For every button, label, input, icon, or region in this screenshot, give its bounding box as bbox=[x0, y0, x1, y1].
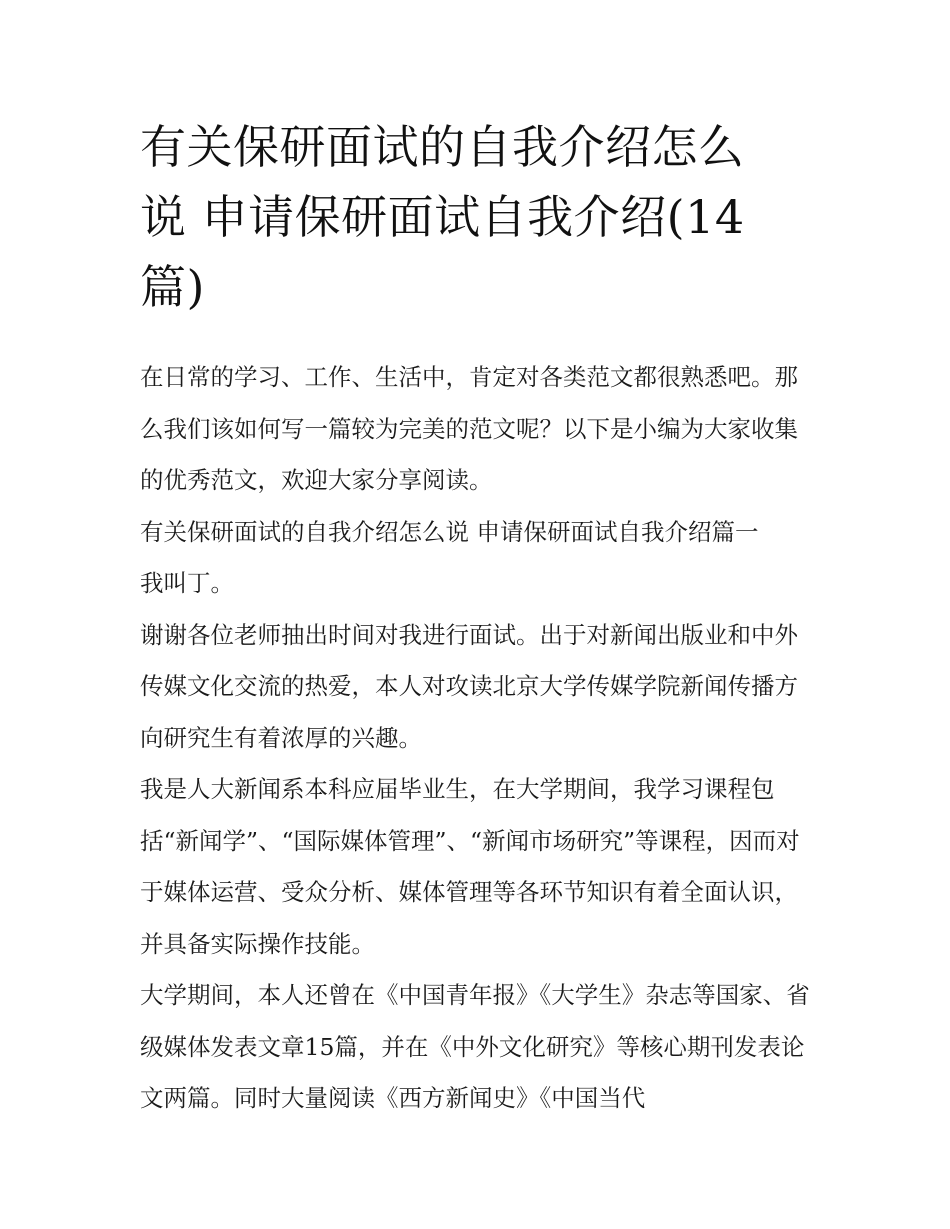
intro-paragraph: 在日常的学习、工作、生活中，肯定对各类范文都很熟悉吧。那么我们该如何写一篇较为完美的范文呢？以下是小编为大家收集的优秀范文，欢迎大家分享阅读。 bbox=[140, 363, 798, 494]
body-paragraph: 我是人大新闻系本科应届毕业生，在大学期间，我学习课程包括“新闻学”、“国际媒体管理”、“新闻市场研究”等课程，因而对于媒体运营、受众分析、媒体管理等各环节知识有着全面认识，并具备实际操作技能。 bbox=[140, 775, 800, 958]
document-title bbox=[140, 112, 820, 322]
title-line-3: 篇) bbox=[140, 260, 205, 314]
section-heading: 有关保研面试的自我介绍怎么说 申请保研面试自我介绍篇一 bbox=[140, 517, 759, 546]
body-paragraph: 大学期间，本人还曾在《中国青年报》《大学生》杂志等国家、省级媒体发表文章15篇，并在《中外文化研究》等核心期刊发表论文两篇。同时大量阅读《西方新闻史》《中国当代 bbox=[140, 981, 810, 1112]
body-paragraph: 我叫丁。 bbox=[140, 569, 234, 597]
document-body bbox=[140, 352, 820, 1125]
title-line-1: 有关保研面试的自我介绍怎么 bbox=[140, 120, 745, 174]
body-paragraph: 谢谢各位老师抽出时间对我进行面试。出于对新闻出版业和中外传媒文化交流的热爱，本人对攻读北京大学传媒学院新闻传播方向研究生有着浓厚的兴趣。 bbox=[140, 620, 798, 752]
title-line-2: 说 申请保研面试自我介绍(14 bbox=[140, 190, 745, 244]
